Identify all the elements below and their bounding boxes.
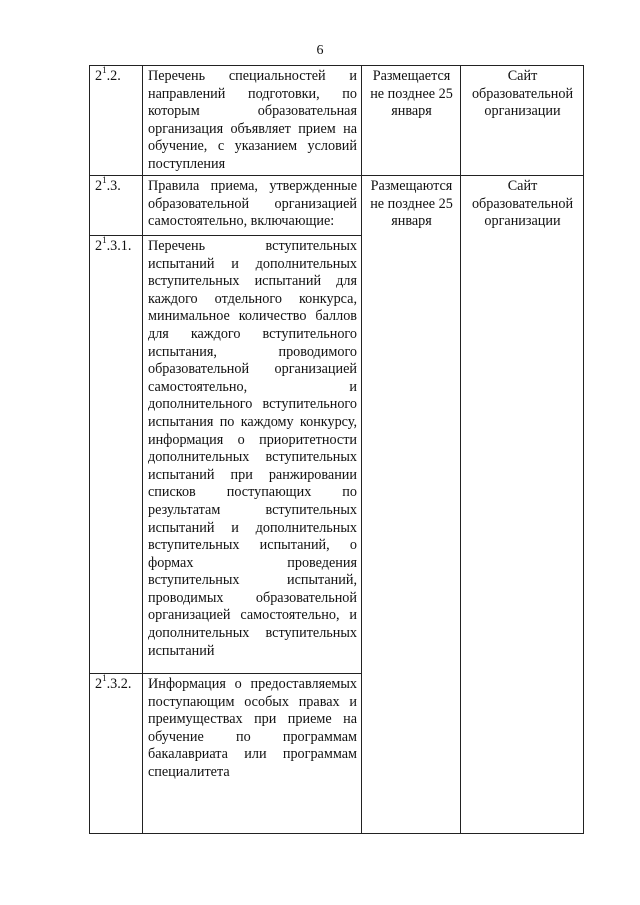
row-description: Правила приема, утвержденные образовательной организацией самостоятельно, включающие: [143, 176, 362, 236]
row-number-sup: 1 [102, 175, 107, 186]
row-number [90, 674, 143, 834]
requirements-table [89, 65, 584, 834]
row-number-rest: .3.2. [106, 676, 132, 692]
row-location: Сайт образовательной организации [461, 176, 584, 834]
row-description: Информация о предоставляемых поступающим особых правах и преимуществах при приеме на обучение по программам бакалавриата или программам специалитета [143, 674, 362, 834]
row-number-rest: .3. [106, 178, 121, 194]
row-deadline: Размещаются не позднее 25 января [362, 176, 461, 834]
row-number-main: 2 [95, 68, 103, 84]
page-number: 6 [316, 43, 324, 58]
row-location: Сайт образовательной организации [461, 66, 584, 176]
table-row [90, 176, 584, 236]
row-number [90, 176, 143, 236]
row-number-rest: .2. [106, 68, 121, 84]
row-number-main: 2 [95, 676, 103, 692]
row-number-sup: 1 [102, 235, 107, 246]
row-number-sup: 1 [102, 673, 107, 684]
row-description: Перечень специальностей и направлений подготовки, по которым образовательная организация объявляет прием на обучение, с указанием условий поступления [143, 66, 362, 176]
row-number-sup: 1 [102, 65, 107, 76]
row-deadline: Размещается не позднее 25 января [362, 66, 461, 176]
row-number [90, 66, 143, 176]
row-number-main: 2 [95, 238, 103, 254]
row-description: Перечень вступительных испытаний и дополнительных вступительных испытаний для каждого отдельного конкурса, минимальное количество баллов для каждого вступительного испытания, проводимого образовательной организацией самостоятельно, и дополнительного вступительного испытания по каждому конкурсу, информация о приоритетности дополнительных вступительных испытаний при ранжировании списков поступающих по результатам вступительных испытаний и дополнительных вступительных испытаний, о формах проведения вступительных испытаний, проводимых образовательной организацией самостоятельно, и дополнительных вступительных испытаний [143, 236, 362, 674]
row-number [90, 236, 143, 674]
table-row [90, 66, 584, 176]
row-number-main: 2 [95, 178, 103, 194]
row-number-rest: .3.1. [106, 238, 132, 254]
